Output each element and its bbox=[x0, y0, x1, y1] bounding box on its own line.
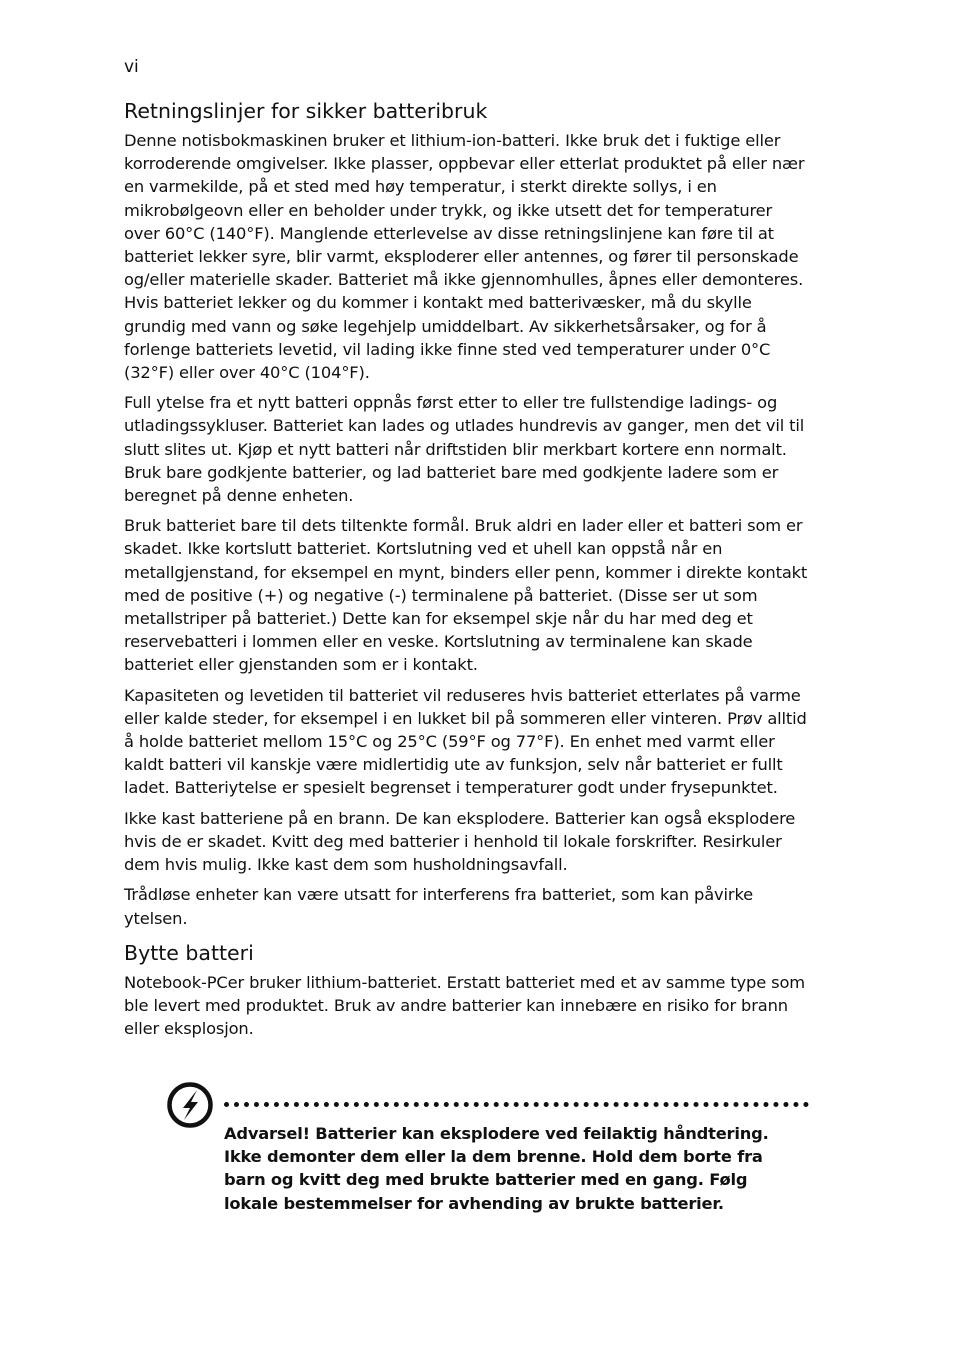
paragraph-wireless-interference: Trådløse enheter kan være utsatt for interferens fra batteriet, som kan påvirke ytelsen. bbox=[124, 885, 754, 928]
paragraph-intended-use: Bruk batteriet bare til dets tiltenkte formål. Bruk aldri en lader eller et batteri som er skadet. Ikke kortslutt batteriet. Kortslutning ved et uhell kan oppstå når en metallgjenstand, for eksempel en mynt, binders eller penn, kommer i direkte kontakt med de positive (+) og negative (-) terminalene på batteriet. (Disse ser ut som metallstriper på batteriet.) Dette kan for eksempel skje når du har med deg et reservebatteri i lommen eller en veske. Kortslutning av terminalene kan skade batteriet eller gjenstanden som er i kontakt. bbox=[124, 516, 808, 675]
section-title-replace-battery: Bytte batteri bbox=[124, 940, 254, 965]
paragraph-lithium-ion-safety: Denne notisbokmaskinen bruker et lithium-ion-batteri. Ikke bruk det i fuktige eller korroderende omgivelser. Ikke plasser, oppbevar eller etterlat produktet på eller nær en varmekilde, på et sted med høy temperatur, i sterkt direkte sollys, i en mikrobølgeovn eller en beholder under trykk, og ikke utsett det for temperaturer over 60°C (140°F). Manglende etterlevelse av disse retningslinjene kan føre til at batteriet lekker syre, blir varmt, eksploderer eller antennes, og fører til personskade og/eller materielle skader. Batteriet må ikke gjennomhulles, åpnes eller demonteres. Hvis batteriet lekker og du kommer i kontakt med batterivæsker, må du skylle grundig med vann og søke legehjelp umiddelbart. Av sikkerhetsårsaker, og for å forlenge batteriets levetid, vil lading ikke finne sted ved temperaturer under 0°C (32°F) eller over 40°C (104°F). bbox=[124, 131, 805, 383]
dotted-divider bbox=[224, 1102, 809, 1107]
warning-text: Advarsel! Batterier kan eksplodere ved feilaktig håndtering. Ikke demonter dem eller la dem brenne. Hold dem borte fra barn og kvitt deg med brukte batterier med en gang. Følg lokale bestemmelser for avhending av brukte batterier. bbox=[224, 1124, 769, 1213]
lightning-warning-icon bbox=[166, 1081, 214, 1129]
paragraph-full-performance: Full ytelse fra et nytt batteri oppnås først etter to eller tre fullstendige ladings- og utladingssykluser. Batteriet kan lades og utlades hundrevis av ganger, men det vil til slutt slites ut. Kjøp et nytt batteri når driftstiden blir merkbart kortere enn normalt. Bruk bare godkjente batterier, og lad batteriet bare med godkjente ladere som er beregnet på denne enheten. bbox=[124, 393, 805, 506]
section-title-battery-safety: Retningslinjer for sikker batteribruk bbox=[124, 99, 488, 123]
warning-callout bbox=[166, 1081, 811, 1221]
paragraph-disposal: Ikke kast batteriene på en brann. De kan eksplodere. Batterier kan også eksplodere hvis de er skadet. Kvitt deg med batterier i henhold til lokale forskrifter. Resirkuler dem hvis mulig. Ikke kast dem som husholdningsavfall. bbox=[124, 808, 796, 875]
page-number: vi bbox=[124, 57, 139, 77]
document-content bbox=[124, 97, 808, 1047]
paragraph-replace-battery: Notebook-PCer bruker lithium-batteriet. Erstatt batteriet med et av samme type som ble levert med produktet. Bruk av andre batterier kan innebære en risiko for brann eller eksplosjon. bbox=[124, 972, 805, 1039]
paragraph-capacity-temperature: Kapasiteten og levetiden til batteriet vil reduseres hvis batteriet etterlates på varme eller kalde steder, for eksempel i en lukket bil på sommeren eller vinteren. Prøv alltid å holde batteriet mellom 15°C og 25°C (59°F og 77°F). En enhet med varmt eller kaldt batteri vil kanskje være midlertidig ute av funksjon, selv når batteriet er fullt ladet. Batteriytelse er spesielt begrenset i temperaturer godt under frysepunktet. bbox=[124, 685, 807, 798]
